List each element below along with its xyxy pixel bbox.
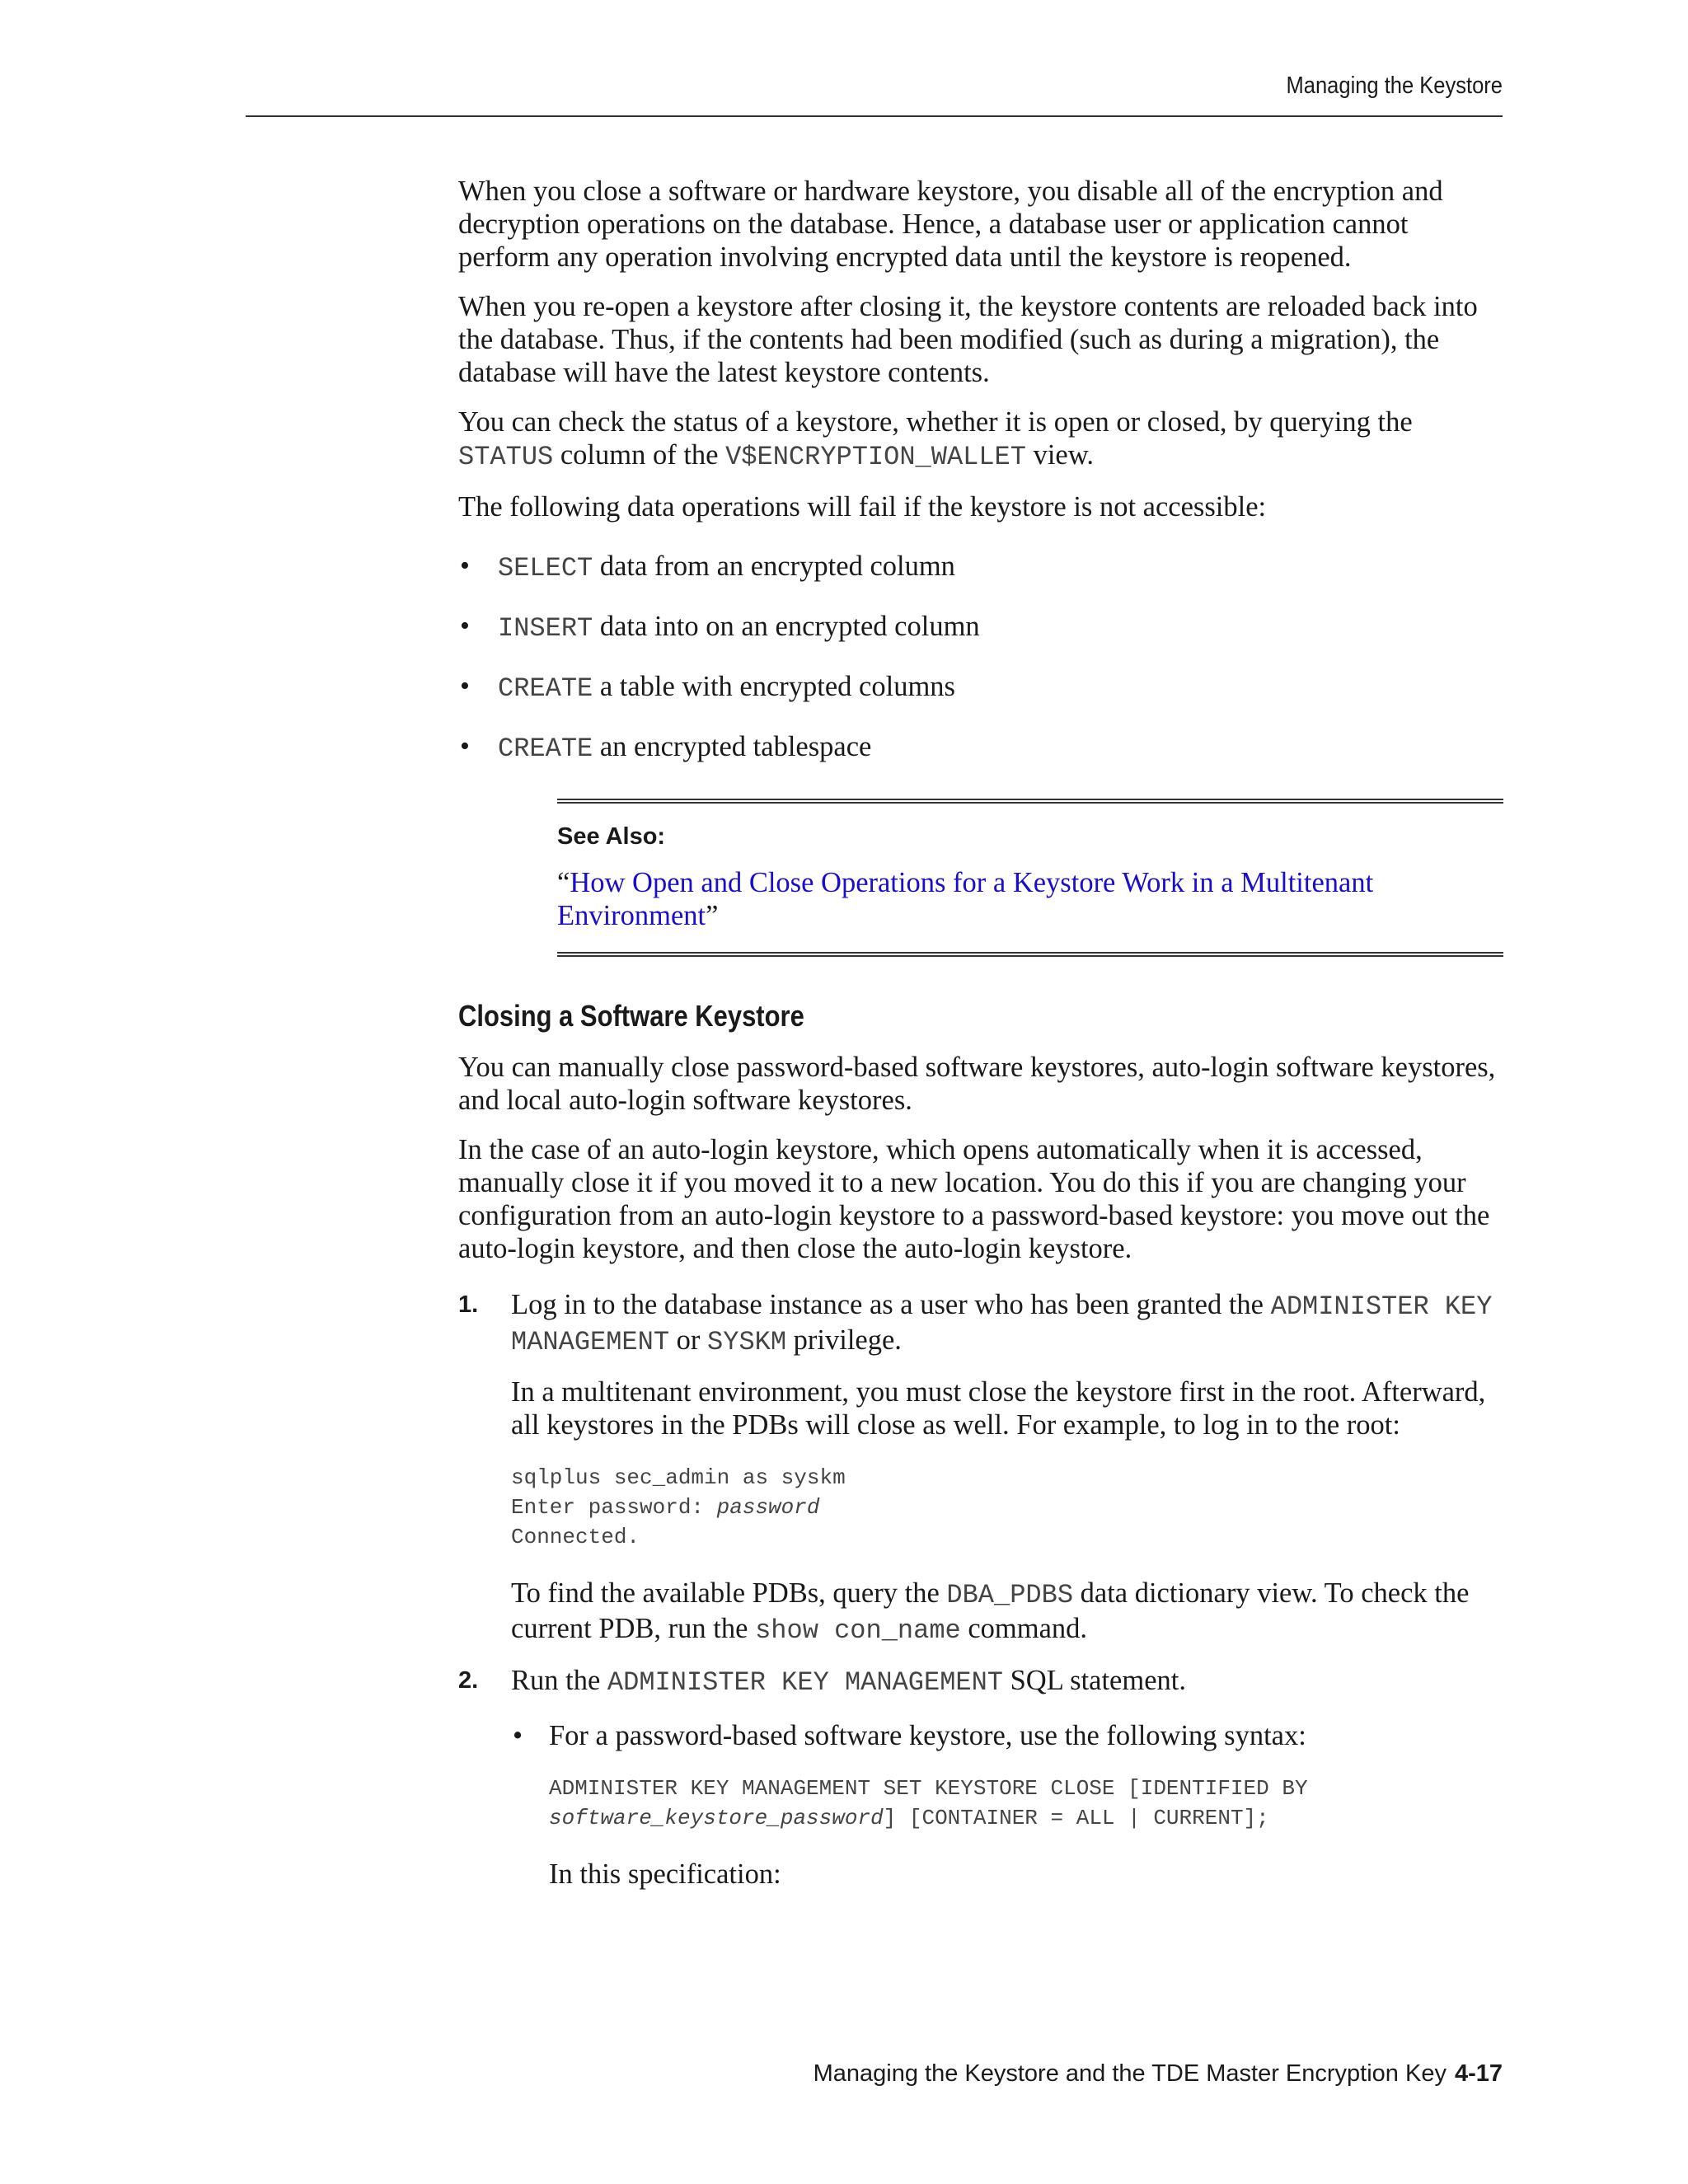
paragraph-specification: In this specification:	[549, 1858, 781, 1890]
header-rule	[246, 115, 1503, 117]
text-fragment: privilege.	[793, 1324, 902, 1356]
paragraph-find-pdbs	[511, 1577, 1503, 1647]
step-number: 2.	[458, 1667, 479, 1694]
close-quote: ”	[706, 900, 719, 931]
code-administer-key-management: ADMINISTER KEY MANAGEMENT	[511, 1291, 1493, 1357]
list-item-text: a table with encrypted columns	[599, 671, 955, 702]
see-also-box	[557, 799, 1503, 957]
procedure-steps	[458, 1288, 1503, 1891]
code-syskm: SYSKM	[707, 1327, 787, 1357]
text-fragment: SQL statement.	[1010, 1665, 1186, 1696]
step-2	[458, 1664, 1503, 1891]
text-fragment: To find the available PDBs, query the	[511, 1577, 940, 1609]
text-fragment: command.	[968, 1613, 1088, 1644]
list-item	[511, 1719, 1503, 1891]
see-also-title: See Also:	[557, 823, 666, 850]
paragraph-manual-close: You can manually close password-based software keystores, auto-login software keystores, and local auto-login software keystores.	[458, 1052, 1496, 1116]
paragraph-reopen: When you re-open a keystore after closing it, the keystore contents are reloaded back into the database. Thus, if the contents had been modified (such as during a migration), the database will have the latest keystore contents.	[458, 291, 1478, 388]
code-placeholder: password	[716, 1495, 820, 1520]
text-fragment: column of the	[560, 439, 719, 471]
step-text	[511, 1288, 1503, 1359]
text-fragment: or	[676, 1324, 701, 1356]
text-fragment: Run the	[511, 1665, 601, 1696]
paragraph-failing-operations: The following data operations will fail if the keystore is not accessible:	[458, 491, 1267, 523]
code-keyword: SELECT	[498, 553, 593, 583]
code-keyword: INSERT	[498, 613, 593, 644]
step-number: 1.	[458, 1291, 479, 1318]
text-fragment: view.	[1033, 439, 1095, 471]
step-note: In a multitenant environment, you must close the keystore first in the root. Afterward, all keystores in the PDBs will close as well. For example, to log in to the root:	[511, 1376, 1486, 1441]
list-item-text: data from an encrypted column	[599, 551, 955, 582]
code-line: ADMINISTER KEY MANAGEMENT SET KEYSTORE CLOSE [IDENTIFIED BY	[549, 1776, 1308, 1801]
running-footer	[246, 2060, 1503, 2088]
code-show-con-name: show con_name	[755, 1615, 961, 1646]
step-1	[458, 1288, 1503, 1647]
footer-book-title: Managing the Keystore and the TDE Master Encryption Key	[813, 2060, 1447, 2087]
multitenant-open-close-link[interactable]: How Open and Close Operations for a Keystore Work in a Multitenant Environment	[557, 867, 1374, 931]
text-fragment: data dictionary view. To check the current PDB, run the	[511, 1577, 1470, 1644]
code-block-syntax	[549, 1774, 1503, 1833]
list-item	[458, 730, 1503, 766]
code-line: ] [CONTAINER = ALL | CURRENT];	[883, 1806, 1269, 1830]
step-text	[511, 1664, 1503, 1699]
code-placeholder: software_keystore_password	[549, 1806, 884, 1830]
code-status: STATUS	[458, 442, 554, 472]
paragraph-auto-login: In the case of an auto-login keystore, which opens automatically when it is accessed, manually close it if you moved it to a new location. You do this if you are changing your configuration from an auto-login keystore to a password-based keystore: you move out the auto-login keystore, and then close the auto-login keystore.	[458, 1134, 1490, 1264]
code-administer-key-management: ADMINISTER KEY MANAGEMENT	[607, 1667, 1003, 1698]
open-quote: “	[557, 867, 570, 898]
code-line: Connected.	[511, 1525, 640, 1549]
list-item	[458, 670, 1503, 705]
running-header: Managing the Keystore	[1286, 73, 1503, 99]
code-keyword: CREATE	[498, 733, 593, 764]
code-dba-pdbs: DBA_PDBS	[946, 1580, 1074, 1610]
code-keyword: CREATE	[498, 673, 593, 704]
section-heading: Closing a Software Keystore	[458, 999, 804, 1033]
code-encryption-wallet-view: V$ENCRYPTION_WALLET	[725, 442, 1026, 472]
page-content	[458, 175, 1503, 1907]
list-item-text: • For a password-based software keystore, use the following syntax:	[549, 1720, 1306, 1751]
list-item	[458, 610, 1503, 645]
code-block-login	[511, 1463, 1503, 1552]
code-line: sqlplus sec_admin as syskm	[511, 1465, 846, 1490]
text-fragment: Log in to the database instance as a user who has been granted the	[511, 1289, 1264, 1320]
paragraph-status-check	[458, 405, 1503, 474]
paragraph-close-effect: When you close a software or hardware keystore, you disable all of the encryption and decryption operations on the database. Hence, a database user or application cannot perform any operation involving encrypted data until the keystore is reopened.	[458, 176, 1443, 273]
list-item-text: data into on an encrypted column	[599, 611, 980, 642]
code-line: Enter password:	[511, 1495, 717, 1520]
see-also-reference	[557, 866, 1503, 932]
page-number: 4-17	[1454, 2060, 1503, 2087]
text-fragment: You can check the status of a keystore, whether it is open or closed, by querying the	[458, 406, 1413, 438]
syntax-options-list	[511, 1719, 1503, 1891]
failing-operations-list	[458, 550, 1503, 766]
list-item-text: an encrypted tablespace	[599, 731, 872, 762]
list-item	[458, 550, 1503, 585]
